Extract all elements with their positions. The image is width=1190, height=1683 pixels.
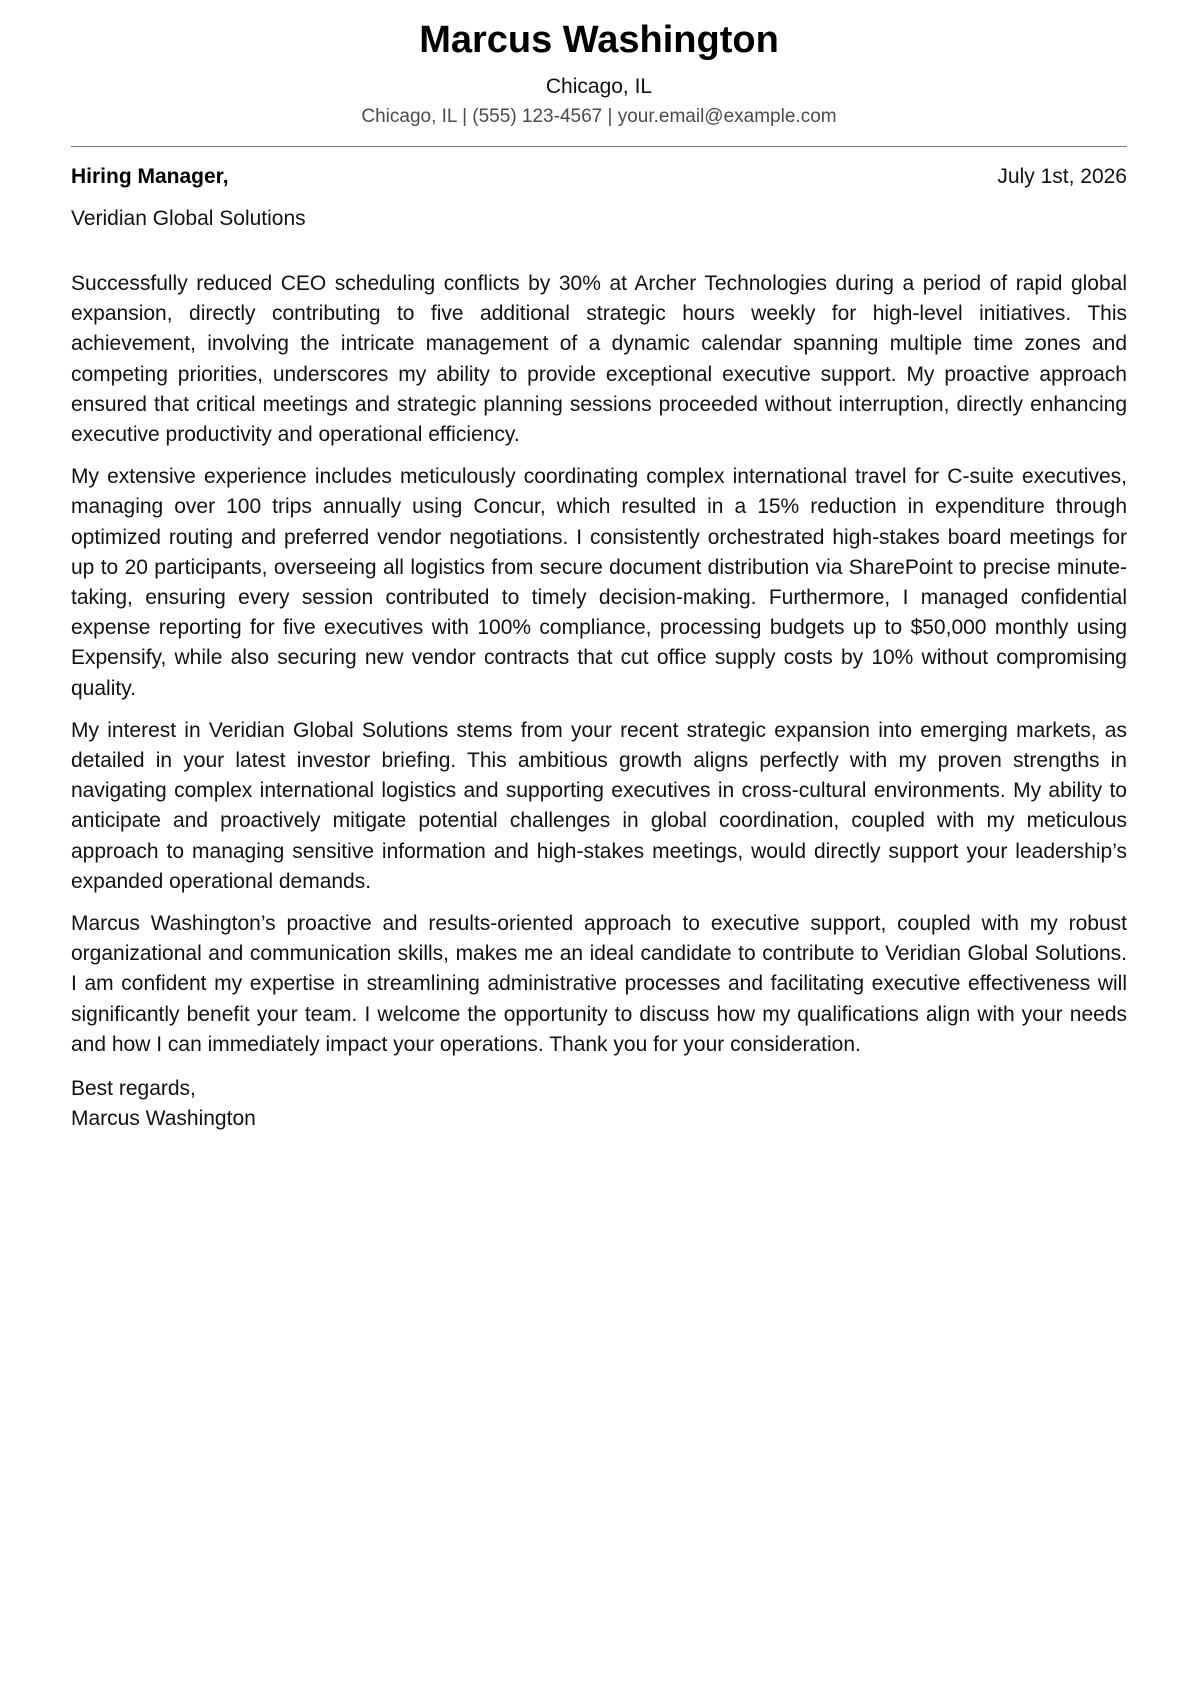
body-paragraph: My extensive experience includes meticulously coordinating complex international travel for C-suite executives, managing over 100 trips annually using Concur, which resulted in a 15% reduction in expenditure through optimized routing and preferred vendor negotiations. I consistently orchestrated high-stakes board meetings for up to 20 participants, overseeing all logistics from secure document distribution via SharePoint to precise minute-taking, ensuring every session contributed to timely decision-making. Furthermore, I managed confidential expense reporting for five executives with 100% compliance, processing budgets up to $50,000 monthly using Expensify, while also securing new vendor contracts that cut office supply costs by 10% without compromising quality.: [71, 465, 1127, 700]
cover-letter-page: [71, 0, 1127, 1134]
letter-date: July 1st, 2026: [997, 165, 1127, 188]
company-name: Veridian Global Solutions: [71, 207, 306, 230]
letter-body: [71, 269, 1127, 1060]
letter-closing: [71, 1074, 1127, 1134]
recipient-salutation: Hiring Manager,: [71, 165, 229, 188]
body-paragraph: Successfully reduced CEO scheduling conflicts by 30% at Archer Technologies during a period of rapid global expansion, directly contributing to five additional strategic hours weekly for high-level initiatives. This achievement, involving the intricate management of a dynamic calendar spanning multiple time zones and competing priorities, underscores my ability to provide exceptional executive support. My proactive approach ensured that critical meetings and strategic planning sessions proceeded without interruption, directly enhancing executive productivity and operational efficiency.: [71, 272, 1127, 447]
letter-header: [71, 0, 1127, 129]
signature-name: Marcus Washington: [71, 1107, 256, 1131]
body-paragraph: My interest in Veridian Global Solutions stems from your recent strategic expansion into emerging markets, as detailed in your latest investor briefing. This ambitious growth aligns perfectly with my proven strengths in navigating complex international logistics and supporting executives in cross-cultural environments. My ability to anticipate and proactively mitigate potential challenges in global coordination, coupled with my meticulous approach to managing sensitive information and high-stakes meetings, would directly support your leadership’s expanded operational demands.: [71, 718, 1127, 893]
applicant-location: Chicago, IL: [545, 75, 653, 98]
applicant-name: Marcus Washington: [419, 19, 779, 61]
header-divider: [71, 146, 1127, 147]
contact-line: Chicago, IL | (555) 123-4567 | your.email@example.com: [361, 106, 837, 127]
body-paragraph: Marcus Washington’s proactive and results-oriented approach to executive support, coupled with my robust organizational and communication skills, makes me an ideal candidate to contribute to Veridian Global Solutions. I am confident my expertise in streamlining administrative processes and facilitating executive effectiveness will significantly benefit your team. I welcome the opportunity to discuss how my qualifications align with your needs and how I can immediately impact your operations. Thank you for your consideration.: [71, 912, 1127, 1056]
closing-phrase: Best regards,: [71, 1077, 196, 1101]
recipient-date-row: [71, 163, 1127, 191]
